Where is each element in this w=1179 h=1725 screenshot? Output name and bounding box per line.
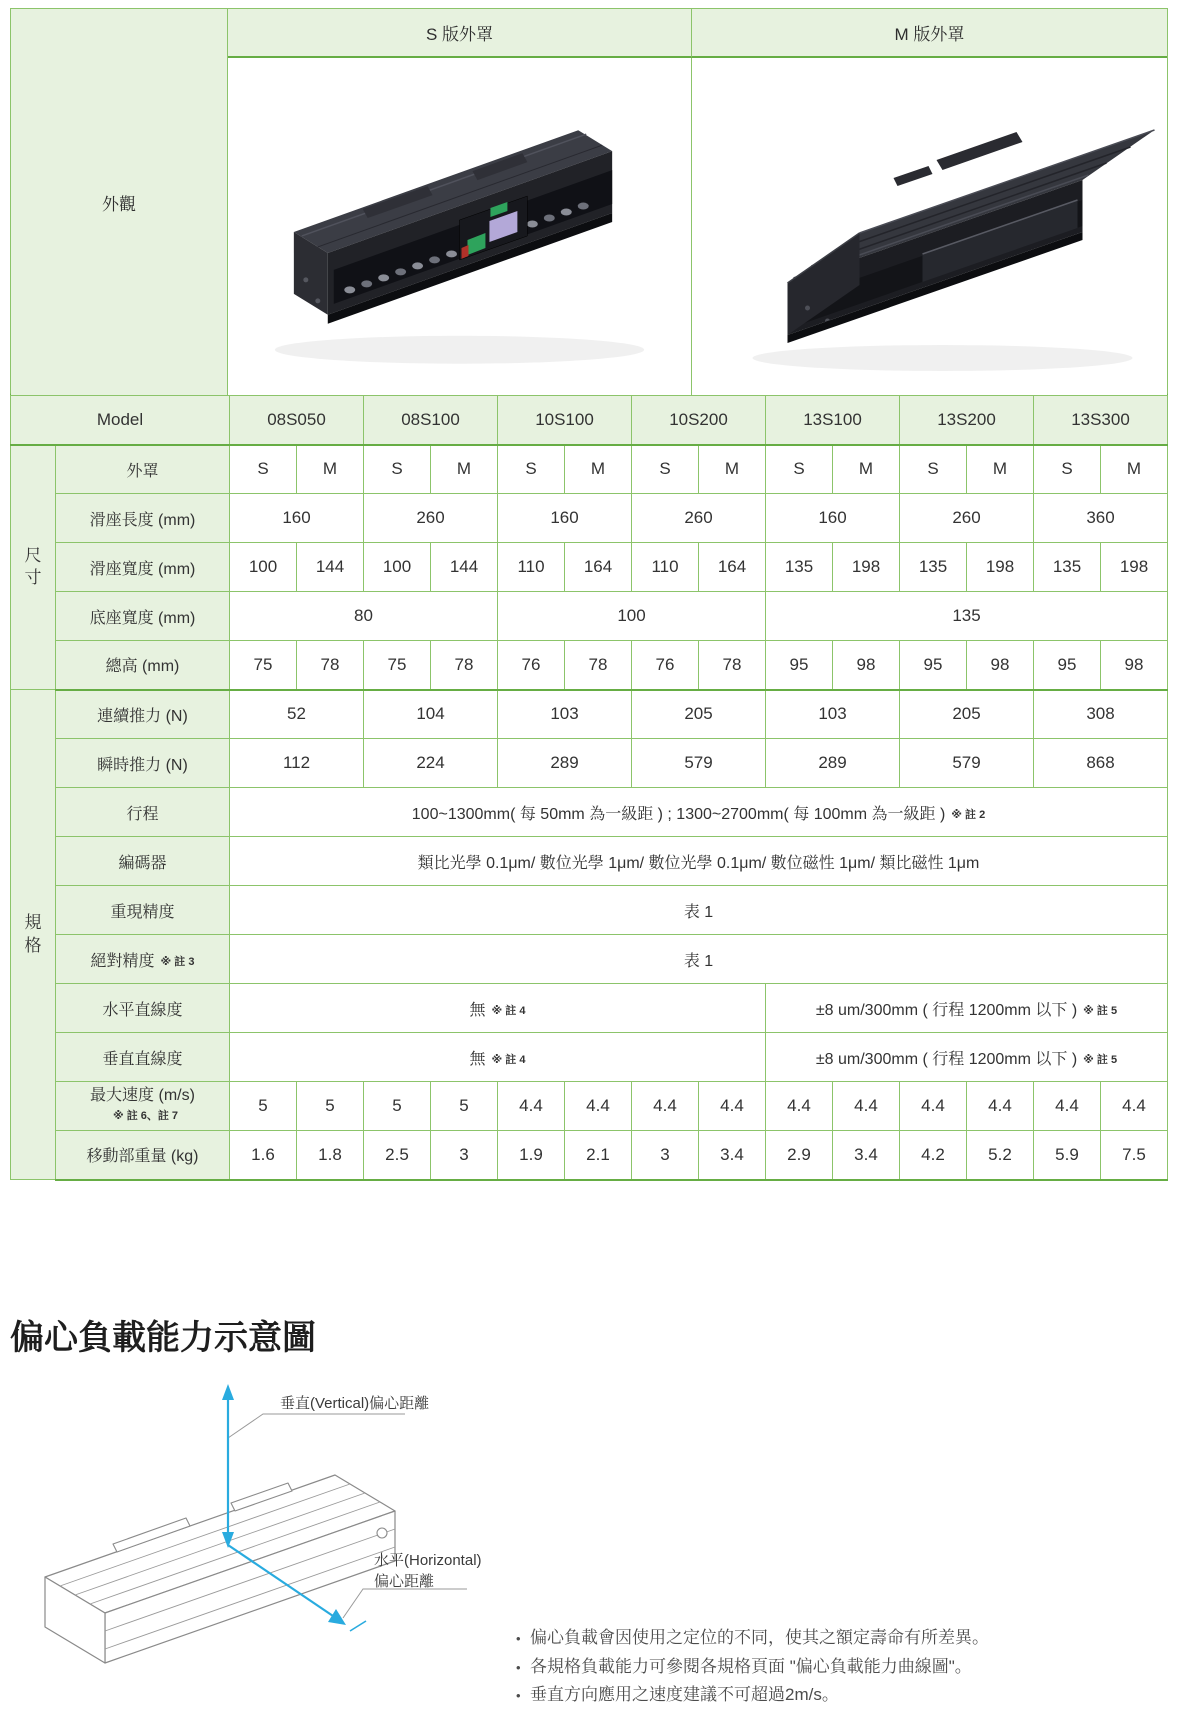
value-cell: 103 (766, 690, 900, 739)
value-cell: 4.4 (565, 1082, 632, 1131)
value-cell: 1.8 (297, 1131, 364, 1180)
model-cell: 10S200 (632, 396, 766, 445)
note-item (516, 1624, 1076, 1653)
value-cell: 160 (230, 494, 364, 543)
horizontal-offset-label-line2: 偏心距離 (374, 1573, 435, 1590)
value-cell: 260 (632, 494, 766, 543)
s-cover-photo (228, 58, 692, 396)
model-row (11, 396, 1168, 445)
row-label-moving-mass: 移動部重量 (kg) (56, 1131, 230, 1180)
value-cell: M (431, 445, 498, 494)
value-cell: 4.4 (498, 1082, 565, 1131)
value-cell: 95 (900, 641, 967, 690)
s-cover-stage-illustration (228, 58, 691, 396)
value-cell: M (967, 445, 1034, 494)
note-text: 垂直方向應用之速度建議不可超過2m/s。 (530, 1685, 839, 1704)
max-speed-note: ※ 註 6、註 7 (112, 1110, 179, 1122)
value-cell: 5.2 (967, 1131, 1034, 1180)
value-cell: 205 (900, 690, 1034, 739)
group-specs (11, 690, 56, 1180)
value-cell: 98 (967, 641, 1034, 690)
value-cell: 4.4 (699, 1082, 766, 1131)
row-label-horizontal-straightness: 水平直線度 (56, 984, 230, 1033)
value-cell: 110 (498, 543, 565, 592)
value-cell: 52 (230, 690, 364, 739)
value-cell (230, 788, 1168, 837)
max-speed-label: 最大速度 (m/s) (90, 1087, 195, 1104)
value-cell: 4.4 (766, 1082, 833, 1131)
row-label-encoder: 編碼器 (56, 837, 230, 886)
row-max-speed (11, 1082, 1168, 1131)
value-cell: 80 (230, 592, 498, 641)
value-cell: 98 (1101, 641, 1168, 690)
appearance-section (10, 8, 1168, 395)
value-cell: 78 (565, 641, 632, 690)
row-slider-width (11, 543, 1168, 592)
row-slider-length (11, 494, 1168, 543)
row-cover (11, 445, 1168, 494)
row-label-slider-width: 滑座寬度 (mm) (56, 543, 230, 592)
value-cell: M (833, 445, 900, 494)
row-moving-mass (11, 1131, 1168, 1180)
model-cell: 13S100 (766, 396, 900, 445)
model-cell: 08S100 (364, 396, 498, 445)
vertical-offset-label: 垂直(Vertical)偏心距離 (280, 1395, 430, 1412)
group-specs-label: 規格 (24, 913, 42, 955)
row-label-cont-thrust: 連續推力 (N) (56, 690, 230, 739)
value-cell: S (766, 445, 833, 494)
value-cell: 76 (498, 641, 565, 690)
value-cell: 160 (766, 494, 900, 543)
bullet-icon: • (516, 1688, 521, 1703)
row-horizontal-straightness (11, 984, 1168, 1033)
value-cell: 75 (230, 641, 297, 690)
value-cell: 135 (900, 543, 967, 592)
value-cell: 78 (699, 641, 766, 690)
value-cell: 4.2 (900, 1131, 967, 1180)
value-cell: 289 (498, 739, 632, 788)
value-cell: 7.5 (1101, 1131, 1168, 1180)
model-cell: 10S100 (498, 396, 632, 445)
row-label-absolute-accuracy (56, 935, 230, 984)
value-cell: 160 (498, 494, 632, 543)
value-cell: 103 (498, 690, 632, 739)
value-cell: 2.9 (766, 1131, 833, 1180)
value-cell: 1.6 (230, 1131, 297, 1180)
row-label-repeatability: 重現精度 (56, 886, 230, 935)
value-cell: 表 1 (230, 886, 1168, 935)
value-cell: S (632, 445, 699, 494)
stage-line-drawing (30, 1378, 500, 1710)
row-peak-thrust (11, 739, 1168, 788)
value-cell: 360 (1034, 494, 1168, 543)
v-straightness-left: 無 (469, 1050, 486, 1068)
value-cell: 4.4 (900, 1082, 967, 1131)
value-cell: 2.5 (364, 1131, 431, 1180)
value-cell: 95 (766, 641, 833, 690)
value-cell: 5 (230, 1082, 297, 1131)
value-cell: 95 (1034, 641, 1101, 690)
value-cell: 1.9 (498, 1131, 565, 1180)
stroke-value: 100~1300mm( 每 50mm 為一級距 ) ; 1300~2700mm( 每 100mm 為一級距 ) (411, 805, 946, 823)
v-straightness-right: ±8 um/300mm ( 行程 1200mm 以下 ) (815, 1050, 1078, 1068)
bullet-icon: • (516, 1631, 521, 1646)
value-cell: 198 (833, 543, 900, 592)
group-dimensions-label: 尺寸 (24, 546, 42, 588)
value-cell: 3 (431, 1131, 498, 1180)
eccentric-load-diagram (30, 1378, 500, 1710)
value-cell: 2.1 (565, 1131, 632, 1180)
value-cell: 5.9 (1034, 1131, 1101, 1180)
value-cell: 5 (364, 1082, 431, 1131)
row-label-base-width: 底座寬度 (mm) (56, 592, 230, 641)
value-cell: 579 (900, 739, 1034, 788)
value-cell: M (565, 445, 632, 494)
value-cell: 100 (364, 543, 431, 592)
row-label-peak-thrust: 瞬時推力 (N) (56, 739, 230, 788)
value-cell: 類比光學 0.1μm/ 數位光學 1μm/ 數位光學 0.1μm/ 數位磁性 1μm/ 類比磁性 1μm (230, 837, 1168, 886)
m-cover-photo (692, 58, 1167, 396)
note-item (516, 1653, 1076, 1682)
row-total-height (11, 641, 1168, 690)
value-cell: 3 (632, 1131, 699, 1180)
stroke-note: ※ 註 2 (951, 808, 986, 821)
value-cell: 4.4 (833, 1082, 900, 1131)
bullet-icon: • (516, 1659, 521, 1675)
row-label-total-height: 總高 (mm) (56, 641, 230, 690)
model-cell: 08S050 (230, 396, 364, 445)
v-straightness-left-note: ※ 註 4 (491, 1053, 526, 1066)
appearance-label: 外觀 (11, 9, 228, 396)
row-base-width (11, 592, 1168, 641)
value-cell: S (230, 445, 297, 494)
value-cell: 198 (1101, 543, 1168, 592)
value-cell: 5 (431, 1082, 498, 1131)
value-cell: 98 (833, 641, 900, 690)
value-cell (766, 984, 1168, 1033)
spec-table (10, 395, 1168, 1181)
value-cell: S (900, 445, 967, 494)
value-cell: 4.4 (632, 1082, 699, 1131)
value-cell: 205 (632, 690, 766, 739)
value-cell: S (1034, 445, 1101, 494)
value-cell: 198 (967, 543, 1034, 592)
value-cell: S (498, 445, 565, 494)
group-dimensions (11, 445, 56, 690)
value-cell: 4.4 (1101, 1082, 1168, 1131)
value-cell: 4.4 (967, 1082, 1034, 1131)
value-cell: 135 (766, 543, 833, 592)
value-cell: 164 (565, 543, 632, 592)
value-cell (766, 1033, 1168, 1082)
value-cell: M (297, 445, 364, 494)
horizontal-offset-label (374, 1550, 482, 1592)
value-cell: M (1101, 445, 1168, 494)
m-cover-header: M 版外罩 (692, 9, 1167, 58)
value-cell: 75 (364, 641, 431, 690)
value-cell: M (699, 445, 766, 494)
row-absolute-accuracy (11, 935, 1168, 984)
value-cell: 868 (1034, 739, 1168, 788)
absolute-accuracy-note: ※ 註 3 (160, 955, 195, 968)
value-cell: 3.4 (833, 1131, 900, 1180)
note-item (516, 1681, 1076, 1710)
value-cell: 110 (632, 543, 699, 592)
v-straightness-right-note: ※ 註 5 (1083, 1053, 1118, 1066)
row-repeatability (11, 886, 1168, 935)
row-label-cover: 外罩 (56, 445, 230, 494)
h-straightness-right-note: ※ 註 5 (1083, 1004, 1118, 1017)
absolute-accuracy-label: 絕對精度 (90, 952, 155, 970)
value-cell: 78 (297, 641, 364, 690)
model-header: Model (11, 396, 230, 445)
row-stroke (11, 788, 1168, 837)
horizontal-offset-label-line1: 水平(Horizontal) (374, 1552, 482, 1569)
value-cell: 308 (1034, 690, 1168, 739)
m-cover-stage-illustration (692, 58, 1167, 396)
model-cell: 13S300 (1034, 396, 1168, 445)
value-cell (230, 1033, 766, 1082)
value-cell: 104 (364, 690, 498, 739)
value-cell: 164 (699, 543, 766, 592)
note-text: 偏心負載會因使用之定位的不同，使其之額定壽命有所差異。 (530, 1628, 989, 1647)
h-straightness-left-note: ※ 註 4 (491, 1004, 526, 1017)
row-encoder (11, 837, 1168, 886)
value-cell: 100 (230, 543, 297, 592)
note-text: 各規格負載能力可參閱各規格頁面 "偏心負載能力曲線圖"。 (530, 1656, 972, 1676)
s-cover-header: S 版外罩 (228, 9, 692, 58)
value-cell: 579 (632, 739, 766, 788)
value-cell: 表 1 (230, 935, 1168, 984)
value-cell: 144 (297, 543, 364, 592)
value-cell: 78 (431, 641, 498, 690)
row-label-vertical-straightness: 垂直直線度 (56, 1033, 230, 1082)
value-cell (230, 984, 766, 1033)
value-cell: 135 (766, 592, 1168, 641)
row-label-stroke: 行程 (56, 788, 230, 837)
value-cell: 135 (1034, 543, 1101, 592)
notes-list (516, 1624, 1076, 1710)
row-cont-thrust (11, 690, 1168, 739)
h-straightness-left: 無 (469, 1001, 486, 1019)
value-cell: 224 (364, 739, 498, 788)
value-cell: 100 (498, 592, 766, 641)
value-cell: 144 (431, 543, 498, 592)
value-cell: 3.4 (699, 1131, 766, 1180)
value-cell: 260 (364, 494, 498, 543)
value-cell: S (364, 445, 431, 494)
row-label-max-speed (56, 1082, 230, 1131)
row-label-slider-length: 滑座長度 (mm) (56, 494, 230, 543)
value-cell: 260 (900, 494, 1034, 543)
value-cell: 5 (297, 1082, 364, 1131)
value-cell: 4.4 (1034, 1082, 1101, 1131)
value-cell: 112 (230, 739, 364, 788)
h-straightness-right: ±8 um/300mm ( 行程 1200mm 以下 ) (815, 1001, 1078, 1019)
section-title: 偏心負載能力示意圖 (10, 1319, 316, 1357)
model-cell: 13S200 (900, 396, 1034, 445)
row-vertical-straightness (11, 1033, 1168, 1082)
value-cell: 76 (632, 641, 699, 690)
value-cell: 289 (766, 739, 900, 788)
